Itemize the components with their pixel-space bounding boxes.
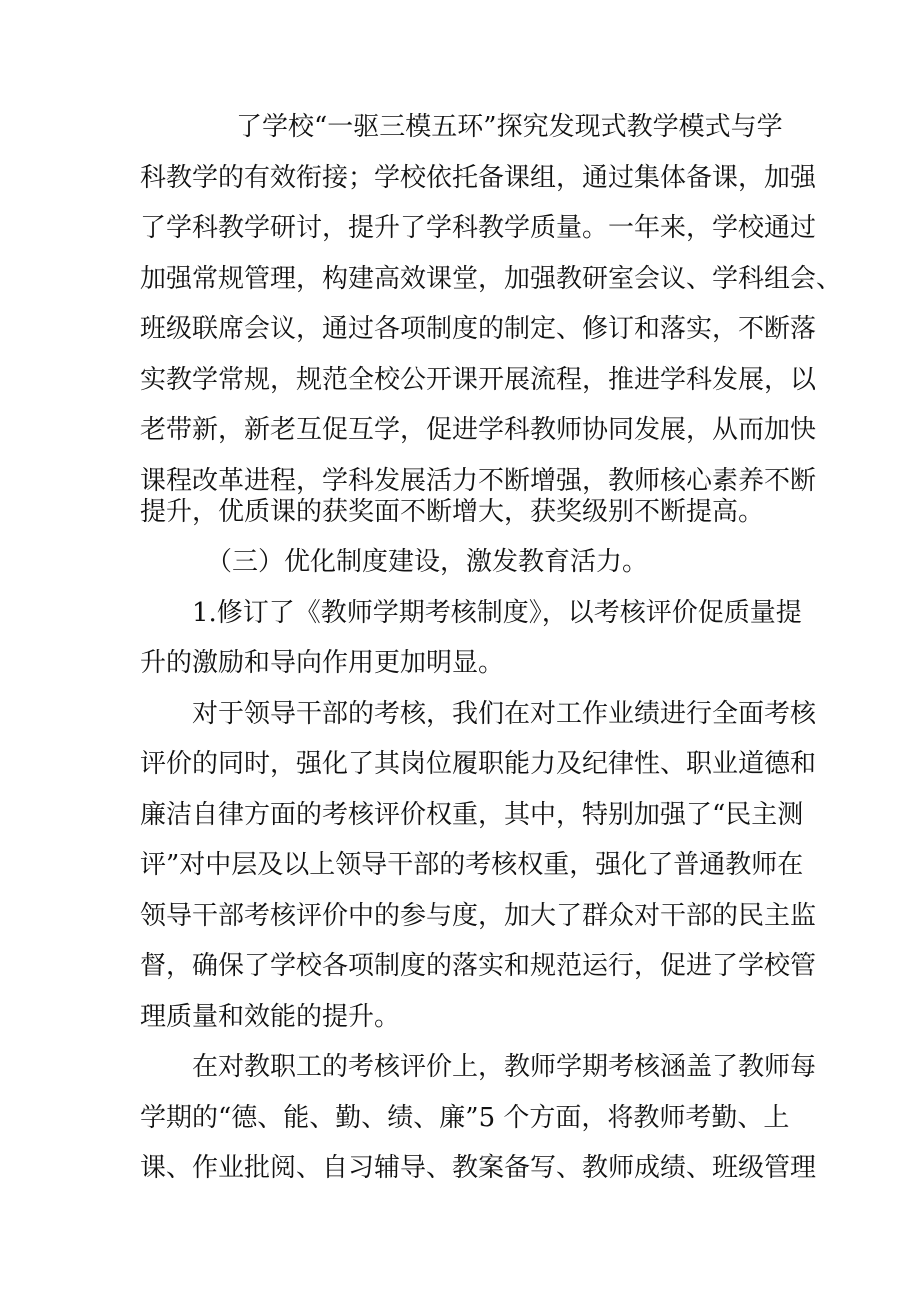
- text-line: 了学科教学研讨，提升了学科教学质量。一年来，学校通过: [140, 213, 817, 243]
- section-heading: （三）优化制度建设，激发教育活力。: [206, 547, 649, 577]
- text-line: 科教学的有效衔接；学校依托备课组，通过集体备课，加强: [140, 163, 817, 193]
- text-line: 对于领导干部的考核，我们在对工作业绩进行全面考核: [192, 699, 817, 729]
- text-line: 课程改革进程，学科发展活力不断增强，教师核心素养不断: [140, 466, 817, 496]
- text-line: 课、作业批阅、自习辅导、教案备写、教师成绩、班级管理: [140, 1153, 817, 1183]
- text-line: 老带新，新老互促互学，促进学科教师协同发展，从而加快: [140, 415, 817, 445]
- text-line: 1.修订了《教师学期考核制度》，以考核评价促质量提: [192, 598, 802, 628]
- text-line: 提升，优质课的获奖面不断增大，获奖级别不断提高。: [140, 497, 765, 527]
- text-line: 在对教职工的考核评价上，教师学期考核涵盖了教师每: [192, 1052, 817, 1082]
- text-line: 加强常规管理，构建高效课堂，加强教研室会议、学科组会、: [140, 264, 843, 294]
- text-line: 领导干部考核评价中的参与度，加大了群众对干部的民主监: [140, 901, 817, 931]
- text-line: 了学校“一驱三模五环”探究发现式教学模式与学: [236, 112, 783, 142]
- text-line: 评”对中层及以上领导干部的考核权重，强化了普通教师在: [140, 850, 804, 880]
- text-line: 督，确保了学校各项制度的落实和规范运行，促进了学校管: [140, 951, 817, 981]
- text-line: 实教学常规，规范全校公开课开展流程，推进学科发展，以: [140, 365, 817, 395]
- text-line: 评价的同时，强化了其岗位履职能力及纪律性、职业道德和: [140, 749, 817, 779]
- text-line: 升的激励和导向作用更加明显。: [140, 648, 505, 678]
- text-line: 理质量和效能的提升。: [140, 1002, 401, 1032]
- text-line: 班级联席会议，通过各项制度的制定、修订和落实，不断落: [140, 314, 817, 344]
- text-line: 学期的“德、能、勤、绩、廉”5 个方面，将教师考勤、上: [140, 1103, 790, 1133]
- text-line: 廉洁自律方面的考核评价权重，其中，特别加强了“民主测: [140, 800, 804, 830]
